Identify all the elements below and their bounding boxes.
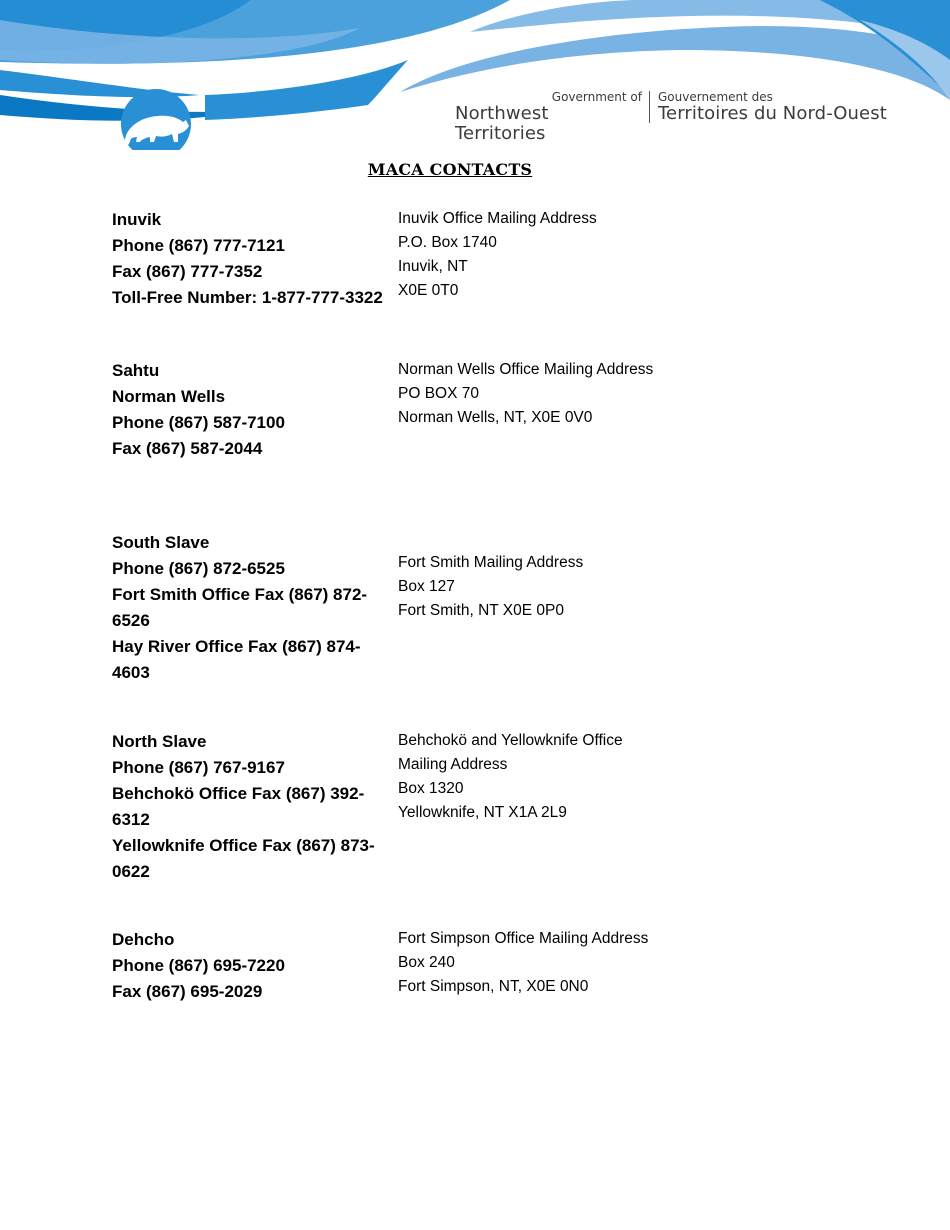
address-line: Fort Smith Mailing Address bbox=[398, 554, 584, 571]
banner-wave-right-light bbox=[400, 26, 950, 100]
page-title: MACA CONTACTS bbox=[367, 160, 533, 179]
phone: Phone (867) 767-9167 bbox=[112, 758, 285, 777]
region-name: Dehcho bbox=[112, 930, 175, 949]
polar-bear-logo bbox=[121, 89, 191, 150]
address-line: Box 240 bbox=[398, 954, 455, 971]
region-name: Sahtu bbox=[112, 361, 160, 380]
header-divider bbox=[649, 91, 650, 123]
region-sahtu-address bbox=[398, 358, 698, 430]
gov-fr-large: Territoires du Nord-Ouest bbox=[658, 103, 887, 124]
address-line: Behchokö and Yellowknife Office Mailing Address bbox=[398, 732, 623, 773]
address-line: Fort Smith, NT X0E 0P0 bbox=[398, 602, 564, 619]
toll-free: Toll-Free Number: 1-877-777-3322 bbox=[112, 288, 383, 307]
region-sahtu-contacts bbox=[112, 358, 382, 462]
address-line: Yellowknife, NT X1A 2L9 bbox=[398, 804, 567, 821]
gov-en-wordmark bbox=[455, 90, 642, 144]
gov-en-small: Government of bbox=[551, 90, 642, 104]
address-line: Fort Simpson, NT, X0E 0N0 bbox=[398, 978, 589, 995]
fax: Fax (867) 587-2044 bbox=[112, 439, 263, 458]
fax-yellowknife: Yellowknife Office Fax (867) 873-0622 bbox=[112, 836, 375, 881]
address-line: Norman Wells Office Mailing Address bbox=[398, 361, 654, 378]
address-line: Box 1320 bbox=[398, 780, 464, 797]
address-line: PO BOX 70 bbox=[398, 385, 479, 402]
region-dehcho-address bbox=[398, 927, 698, 999]
region-name: South Slave bbox=[112, 533, 210, 552]
region-north-slave-address bbox=[398, 729, 643, 825]
region-name: Inuvik bbox=[112, 210, 162, 229]
region-south-slave-address bbox=[398, 551, 698, 623]
fax: Fax (867) 695-2029 bbox=[112, 982, 263, 1001]
fax-fort-smith: Fort Smith Office Fax (867) 872-6526 bbox=[112, 585, 368, 630]
gov-fr-wordmark bbox=[658, 90, 888, 124]
fax-hay-river: Hay River Office Fax (867) 874-4603 bbox=[112, 637, 361, 682]
region-dehcho-contacts bbox=[112, 927, 382, 1005]
gov-fr-small: Gouvernement des bbox=[658, 90, 773, 104]
address-line: Fort Simpson Office Mailing Address bbox=[398, 930, 649, 947]
region-name: North Slave bbox=[112, 732, 207, 751]
phone: Phone (867) 777-7121 bbox=[112, 236, 285, 255]
fax: Fax (867) 777-7352 bbox=[112, 262, 263, 281]
phone: Phone (867) 587-7100 bbox=[112, 413, 285, 432]
office-name: Norman Wells bbox=[112, 387, 226, 406]
address-line: Inuvik, NT bbox=[398, 258, 468, 275]
address-line: Inuvik Office Mailing Address bbox=[398, 210, 597, 227]
gov-en-large: Northwest Territories bbox=[455, 103, 549, 144]
phone: Phone (867) 695-7220 bbox=[112, 956, 285, 975]
address-line: P.O. Box 1740 bbox=[398, 234, 497, 251]
address-line: X0E 0T0 bbox=[398, 282, 459, 299]
region-south-slave-contacts bbox=[112, 530, 372, 686]
fax-behchoko: Behchokö Office Fax (867) 392-6312 bbox=[112, 784, 365, 829]
address-line: Norman Wells, NT, X0E 0V0 bbox=[398, 409, 593, 426]
phone: Phone (867) 872-6525 bbox=[112, 559, 285, 578]
region-north-slave-contacts bbox=[112, 729, 377, 885]
banner-wave-sweep bbox=[205, 60, 408, 120]
address-line: Box 127 bbox=[398, 578, 455, 595]
region-inuvik-address bbox=[398, 207, 698, 303]
region-inuvik-contacts bbox=[112, 207, 382, 311]
